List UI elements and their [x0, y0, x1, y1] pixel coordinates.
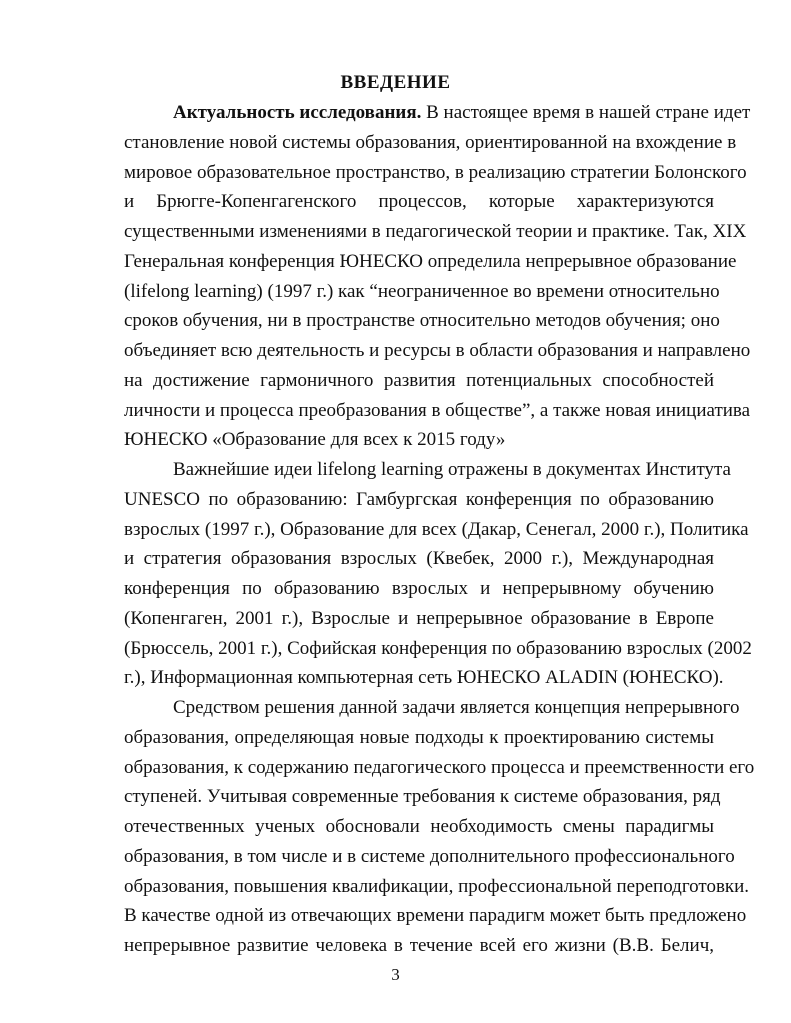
text-line: образования, повышения квалификации, профессиональной переподготовки. — [124, 875, 750, 897]
paragraph-concept — [124, 693, 755, 961]
text-line: Актуальность исследования. В настоящее время в нашей стране идет — [173, 102, 751, 123]
text-line: образования, к содержанию педагогического процесса и преемственности его — [124, 756, 755, 778]
text-line: существенными изменениями в педагогической теории и практике. Так, XIX — [124, 221, 747, 242]
document-body — [124, 98, 755, 961]
text-line: (Брюссель, 2001 г.), Софийская конференция по образованию взрослых (2002 — [124, 637, 752, 659]
text-line: (lifelong learning) (1997 г.) как “неограниченное во времени относительно — [124, 280, 720, 302]
text-line: и стратегия образования взрослых (Квебек, 2000 г.), Международная — [124, 548, 714, 570]
text-line: Генеральная конференция ЮНЕСКО определила непрерывное образование — [124, 250, 737, 272]
text-line: образования, в том числе и в системе дополнительного профессионального — [124, 845, 735, 867]
text-line: UNESCO по образованию: Гамбургская конференция по образованию — [124, 488, 714, 510]
paragraph-relevance — [124, 98, 751, 455]
text-line: становление новой системы образования, ориентированной на вхождение в — [124, 131, 737, 153]
text-line: ЮНЕСКО «Образование для всех к 2015 году» — [124, 429, 506, 451]
lead-term: Актуальность исследования. — [173, 102, 422, 123]
text-line: и Брюгге-Копенгагенского процессов, которые характеризуются — [124, 191, 714, 213]
text-line: на достижение гармоничного развития потенциальных способностей — [124, 369, 714, 391]
text-line: Средством решения данной задачи является концепция непрерывного — [173, 697, 740, 718]
text-line: объединяет всю деятельность и ресурсы в области образования и направлено — [124, 340, 751, 361]
section-heading: ВВЕДЕНИЕ — [340, 72, 451, 93]
text-line: мировое образовательное пространство, в реализацию стратегии Болонского — [124, 161, 747, 183]
text-line: конференция по образованию взрослых и непрерывному обучению — [124, 578, 714, 599]
text-line: отечественных ученых обосновали необходимость смены парадигмы — [124, 816, 714, 837]
page-number: 3 — [391, 965, 400, 984]
text-line: личности и процесса преобразования в обществе”, а также новая инициатива — [124, 399, 751, 421]
text-line: образования, определяющая новые подходы к проектированию системы — [124, 726, 714, 748]
text-line: г.), Информационная компьютерная сеть ЮНЕСКО ALADIN (ЮНЕСКО). — [124, 667, 724, 689]
text-line: Важнейшие идеи lifelong learning отражены в документах Института — [173, 459, 731, 480]
text-line: (Копенгаген, 2001 г.), Взрослые и непрерывное образование в Европе — [124, 607, 714, 629]
text-line: сроков обучения, ни в пространстве относительно методов обучения; оно — [124, 310, 720, 332]
text-line: непрерывное развитие человека в течение всей его жизни (В.В. Белич, — [124, 935, 714, 956]
paragraph-lifelong-learning — [124, 455, 752, 693]
text-line: В качестве одной из отвечающих времени парадигм может быть предложено — [124, 905, 747, 927]
text-line: ступеней. Учитывая современные требования к системе образования, ряд — [124, 786, 721, 808]
text-line: взрослых (1997 г.), Образование для всех (Дакар, Сенегал, 2000 г.), Политика — [124, 518, 749, 540]
